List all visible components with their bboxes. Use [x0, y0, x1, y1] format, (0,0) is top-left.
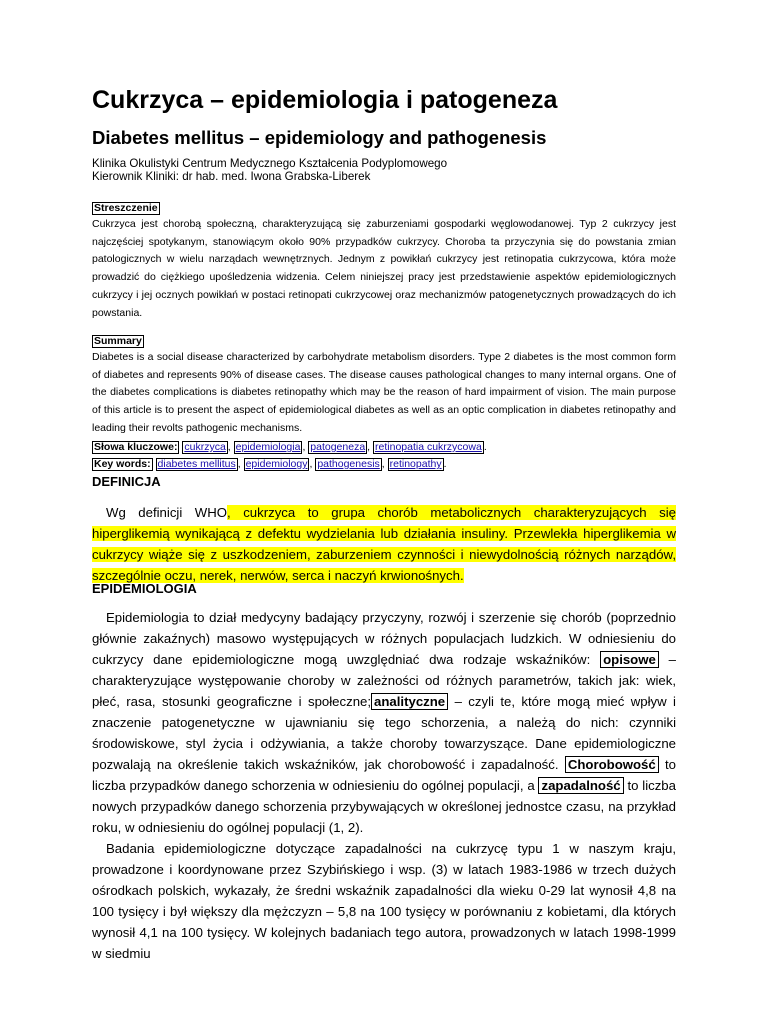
definicja-section	[92, 502, 676, 586]
keyword-link[interactable]: epidemiologia	[235, 441, 301, 453]
term-analityczne: analityczne	[371, 693, 448, 710]
definicja-heading: DEFINICJA	[92, 474, 161, 489]
keyword-link[interactable]: epidemiology	[245, 458, 308, 470]
definicja-text-plain: Wg definicji WHO	[106, 505, 228, 520]
streszczenie-section	[92, 198, 676, 322]
keyword-link[interactable]: cukrzyca	[184, 441, 226, 453]
p1-text-a: Epidemiologia to dział medycyny badający przyczyny, rozwój i szerzenie się chorób (poprzednio głównie zakaźnych) masowo występujących w różnych populacjach ludzkich. W odniesieniu do cukrzycy dane epidemiologiczne mogą uwzględniać dwa rodzaje wskaźników:	[92, 610, 676, 667]
definicja-paragraph	[92, 502, 676, 586]
keyword-link[interactable]: diabetes mellitus	[157, 458, 236, 470]
p1-text-e: to liczba nowych przypadków danego schorzenia przybywających w określonej jednostce czasu, na przykład roku, w odniesieniu do ogólnej populacji (1, 2).	[92, 778, 676, 835]
summary-label: Summary	[94, 335, 142, 347]
keyword-link[interactable]: retinopatia cukrzycowa	[375, 441, 482, 453]
page-title: Cukrzyca – epidemiologia i patogeneza	[92, 86, 558, 114]
streszczenie-label: Streszczenie	[94, 202, 158, 214]
streszczenie-text: Cukrzyca jest chorobą społeczną, charakteryzującą się zaburzeniami gospodarki węglowodanowej. Typ 2 cukrzycy jest najczęściej spotykanym, stanowiącym około 90% przypadków cukrzycy. Choroba ta przyczynia się do powstania zmian patologicznych w wielu narządach wewnętrznych. Jednym z powikłań cukrzycy jest retinopatia cukrzycowa, która może prowadzić do ciężkiego upośledzenia widzenia. Celem niniejszej pracy jest przedstawienie aspektów epidemiologicznych cukrzycy i jej ocznych powikłań w postaci retinopati cukrzycowej oraz mechanizmów patogenetycznych prowadzących do ich powstania.	[92, 218, 676, 319]
epidemiologia-section	[92, 607, 676, 964]
keyword-link[interactable]: pathogenesis	[317, 458, 380, 470]
p1-text-d: to liczba przypadków danego schorzenia w odniesieniu do ogólnej populacji, a	[92, 757, 677, 793]
definicja-highlight: , cukrzyca to grupa chorób metabolicznych charakteryzujących się hiperglikemią wynikającą z defektu wydzielania lub działania insuliny. Przewlekła hiperglikemia w cukrzycy wiąże się z uszkodzeniem, zaburzeniem czynności i niewydolnością różnych narządów, szczególnie oczu, nerek, nerwów, serca i naczyń krwionośnych.	[92, 505, 676, 583]
epidemiologia-paragraph-2: Badania epidemiologiczne dotyczące zapadalności na cukrzycę typu 1 w naszym kraju, prowadzone i koordynowane przez Szybińskiego i wsp. (3) w latach 1983-1986 w trzech dużych ośrodkach polskich, wykazały, że średni wskaźnik zapadalności dla wieku 0-29 lat wynosił 4,8 na 100 tysięcy i był większy dla mężczyzn – 5,8 na 100 tysięcy w porównaniu z kobietami, dla których wynosił 4,1 na 100 tysięcy. W kolejnych badaniach tego autora, prowadzonych w latach 1998-1999 w siedmiu	[92, 841, 676, 961]
summary-text: Diabetes is a social disease characterized by carbohydrate metabolism disorders. Type 2 diabetes is the most common form of diabetes and represents 90% of disease cases. The disease causes pathological changes to many internal organs. One of the diabetes complications is diabetes retinopathy which may be the reason of hard impairment of vision. The main purpose of this article is to present the aspect of epidemiological diabetes as well as an optic complication in diabetes retinopathy and leading their revolts pathogenic mechanisms.	[92, 351, 676, 434]
key-words-line: Key words: diabetes mellitus , epidemiology , pathogenesis , retinopathy .	[94, 458, 447, 470]
term-chorobowosc: Chorobowość	[565, 756, 659, 773]
slowa-kluczowe-label: Słowa kluczowe:	[94, 441, 178, 453]
slowa-kluczowe-line: Słowa kluczowe: cukrzyca , epidemiologia , patogeneza , retinopatia cukrzycowa .	[94, 441, 487, 453]
p1-text-b: – charakteryzujące występowanie choroby w zależności od różnych parametrów, takich jak: wiek, płeć, rasa, stosunki geograficzne i społeczne;	[92, 652, 677, 709]
term-zapadalnosc: zapadalność	[538, 777, 623, 794]
page-subtitle: Diabetes mellitus – epidemiology and pathogenesis	[92, 127, 547, 148]
epidemiologia-paragraph-1	[92, 607, 676, 838]
affiliation-clinic: Klinika Okulistyki Centrum Medycznego Kształcenia Podyplomowego	[92, 157, 448, 170]
keyword-link[interactable]: retinopathy	[389, 458, 442, 470]
affiliation	[92, 157, 447, 183]
keyword-link[interactable]: patogeneza	[310, 441, 366, 453]
key-words-label: Key words:	[94, 458, 151, 470]
summary-section	[92, 331, 676, 438]
p1-text-c: – czyli te, które mogą mieć wpływ i znaczenie patogenetyczne w ujawnianiu się tego schorzenia, a należą do nich: czynniki środowiskowe, styl życia i odżywiania, a także choroby towarzyszące. Dane epidemiologiczne pozwalają na określenie takich wskaźników, jak chorobowość i zapadalność.	[92, 694, 676, 772]
term-opisowe: opisowe	[600, 651, 659, 668]
affiliation-head: Kierownik Kliniki: dr hab. med. Iwona Grabska-Liberek	[92, 170, 371, 183]
epidemiologia-heading: EPIDEMIOLOGIA	[92, 581, 197, 596]
